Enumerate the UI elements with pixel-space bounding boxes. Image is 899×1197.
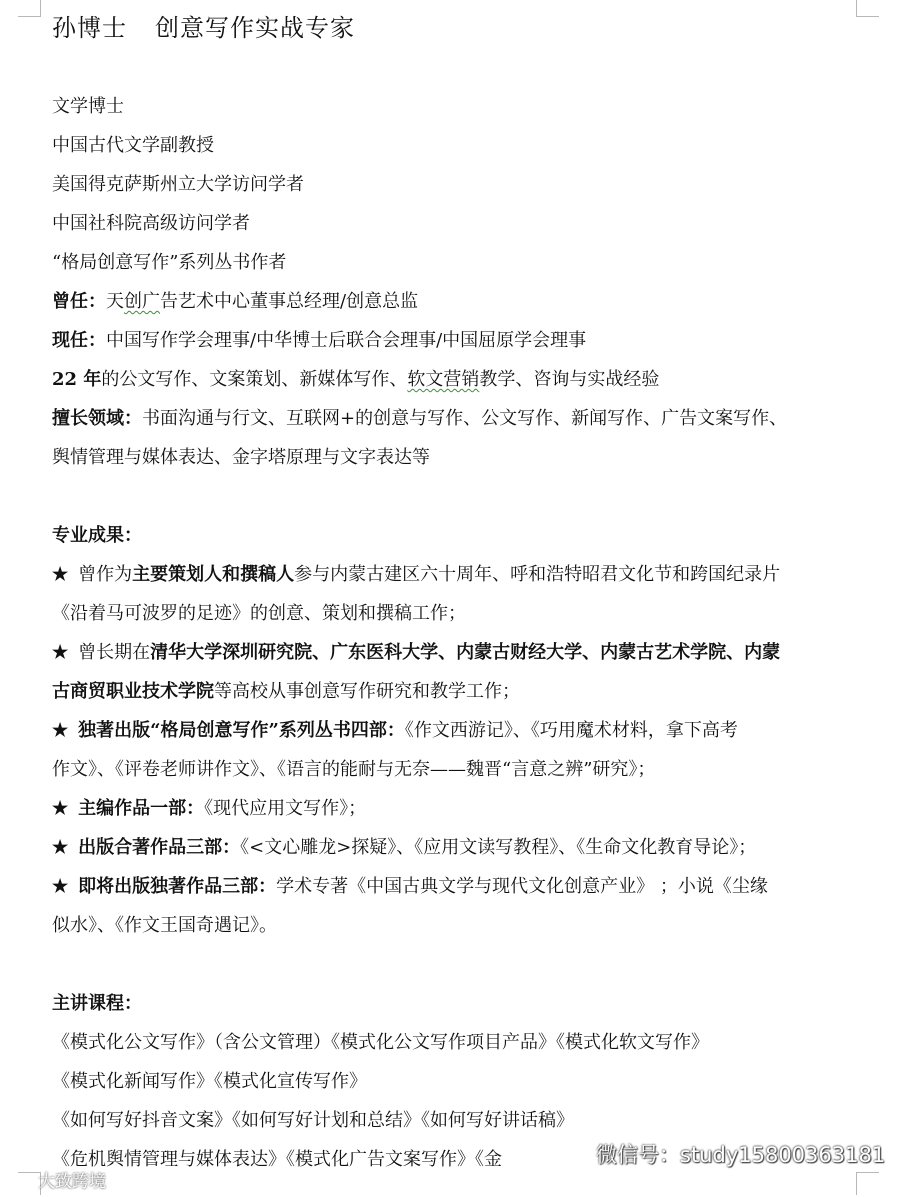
spellcheck-underline-text: 创广	[124, 291, 160, 312]
achievements-heading: 专业成果：	[52, 525, 142, 546]
star-icon: ★	[52, 876, 69, 897]
course-line: 《模式化公文写作》（含公文管理）《模式化公文写作项目产品》《模式化软文写作》	[52, 1032, 709, 1053]
achievement-bold-text: 主要策划人和撰稿人	[132, 564, 295, 585]
credential-line: 中国古代文学副教授	[52, 135, 214, 156]
credential-line: 文学博士	[52, 96, 124, 117]
achievement-item-continued: 作文》、《评卷老师讲作文》、《语言的能耐与无奈——魏晋“言意之辨”研究》；	[52, 759, 656, 780]
course-line: 《如何写好抖音文案》《如何写好计划和总结》《如何写好讲话稿》	[52, 1110, 574, 1131]
achievement-bold-text: 主编作品一部：	[78, 798, 205, 819]
achievement-bold-text: 出版合著作品三部：	[78, 837, 241, 858]
achievement-item	[52, 835, 756, 861]
experience-text: 教学、咨询与实战经验	[479, 369, 660, 390]
former-position-line	[52, 289, 418, 315]
wechat-watermark	[568, 1139, 885, 1169]
courses-heading: 主讲课程：	[52, 993, 142, 1014]
experience-years: 22 年	[52, 369, 102, 390]
current-text: 中国写作学会理事/中华博士后联合会理事/中国屈原学会理事	[106, 330, 587, 351]
expertise-line-2: 舆情管理与媒体表达、金字塔原理与文字表达等	[52, 447, 430, 468]
achievement-text: 《作文西游记》、《巧用魔术材料，拿下高考	[404, 720, 738, 741]
achievement-bold-text: 清华大学深圳研究院、广东医科大学、内蒙古财经大学、内蒙古艺术学院、内蒙	[150, 642, 781, 663]
achievement-text: 曾作为	[78, 564, 133, 585]
star-icon: ★	[52, 564, 69, 585]
experience-line	[52, 367, 659, 393]
achievement-bold-text: 独著出版“格局创意写作”系列丛书四部：	[78, 720, 405, 741]
expertise-line	[52, 406, 787, 432]
wechat-id-text: 微信号：study15800363181	[596, 1143, 886, 1167]
star-icon: ★	[52, 798, 69, 819]
achievement-item-continued	[52, 679, 520, 705]
current-label: 现任：	[52, 330, 106, 351]
achievement-text: 《现代应用文写作》；	[204, 798, 367, 819]
achievement-item	[52, 718, 738, 744]
achievement-item	[52, 640, 780, 666]
course-line: 《危机舆情管理与媒体表达》《模式化广告文案写作》《金	[52, 1149, 502, 1170]
star-icon: ★	[52, 642, 69, 663]
spellcheck-underline-text: 软文营销	[407, 369, 480, 390]
former-text: 天	[106, 291, 124, 312]
achievement-item-continued: 《沿着马可波罗的足迹》的创意、策划和撰稿工作；	[52, 603, 466, 624]
page-corner-mark	[18, 0, 41, 17]
title-name: 孙博士	[52, 14, 127, 42]
achievement-item-continued: 似水》、《作文王国奇遇记》。	[52, 915, 277, 936]
achievement-item	[52, 874, 768, 900]
star-icon: ★	[52, 837, 69, 858]
credential-line: “格局创意写作”系列丛书作者	[52, 252, 287, 273]
achievement-text: 《<文心雕龙>探疑》、《应用文读写教程》、《生命文化教育导论》；	[240, 837, 757, 858]
current-position-line	[52, 328, 586, 354]
title-role: 创意写作实战专家	[155, 14, 355, 42]
achievement-item	[52, 796, 366, 822]
achievement-text: 学术专著《中国古典文学与现代文化创意产业》 ；小说《尘缘	[276, 876, 768, 897]
credential-line: 中国社科院高级访问学者	[52, 213, 250, 234]
achievement-bold-text: 古商贸职业技术学院	[52, 681, 214, 702]
achievement-item	[52, 562, 780, 588]
former-text: 告艺术中心董事总经理/创意总监	[160, 291, 419, 312]
brand-watermark	[4, 1167, 106, 1192]
achievement-text: 参与内蒙古建区六十周年、呼和浩特昭君文化节和跨国纪录片	[294, 564, 781, 585]
expertise-label: 擅长领域：	[52, 408, 142, 429]
page-corner-mark	[856, 0, 879, 17]
course-line: 《模式化新闻写作》《模式化宣传写作》	[52, 1071, 367, 1092]
star-icon: ★	[52, 720, 69, 741]
brand-logo-icon	[4, 1172, 38, 1190]
achievement-text: 曾长期在	[78, 642, 151, 663]
experience-text: 的公文写作、文案策划、新媒体写作、	[101, 369, 408, 390]
achievement-bold-text: 即将出版独著作品三部：	[78, 876, 277, 897]
expertise-text: 书面沟通与行文、互联网+的创意与写作、公文写作、新闻写作、广告文案写作、	[142, 408, 788, 429]
document-title	[52, 8, 355, 43]
brand-watermark-text: 大致跨境	[38, 1172, 106, 1192]
achievement-text: 等高校从事创意写作研究和教学工作；	[214, 681, 520, 702]
former-label: 曾任：	[52, 291, 106, 312]
credential-line: 美国得克萨斯州立大学访问学者	[52, 174, 304, 195]
wechat-icon	[568, 1145, 592, 1163]
page-corner-mark	[856, 1172, 879, 1195]
